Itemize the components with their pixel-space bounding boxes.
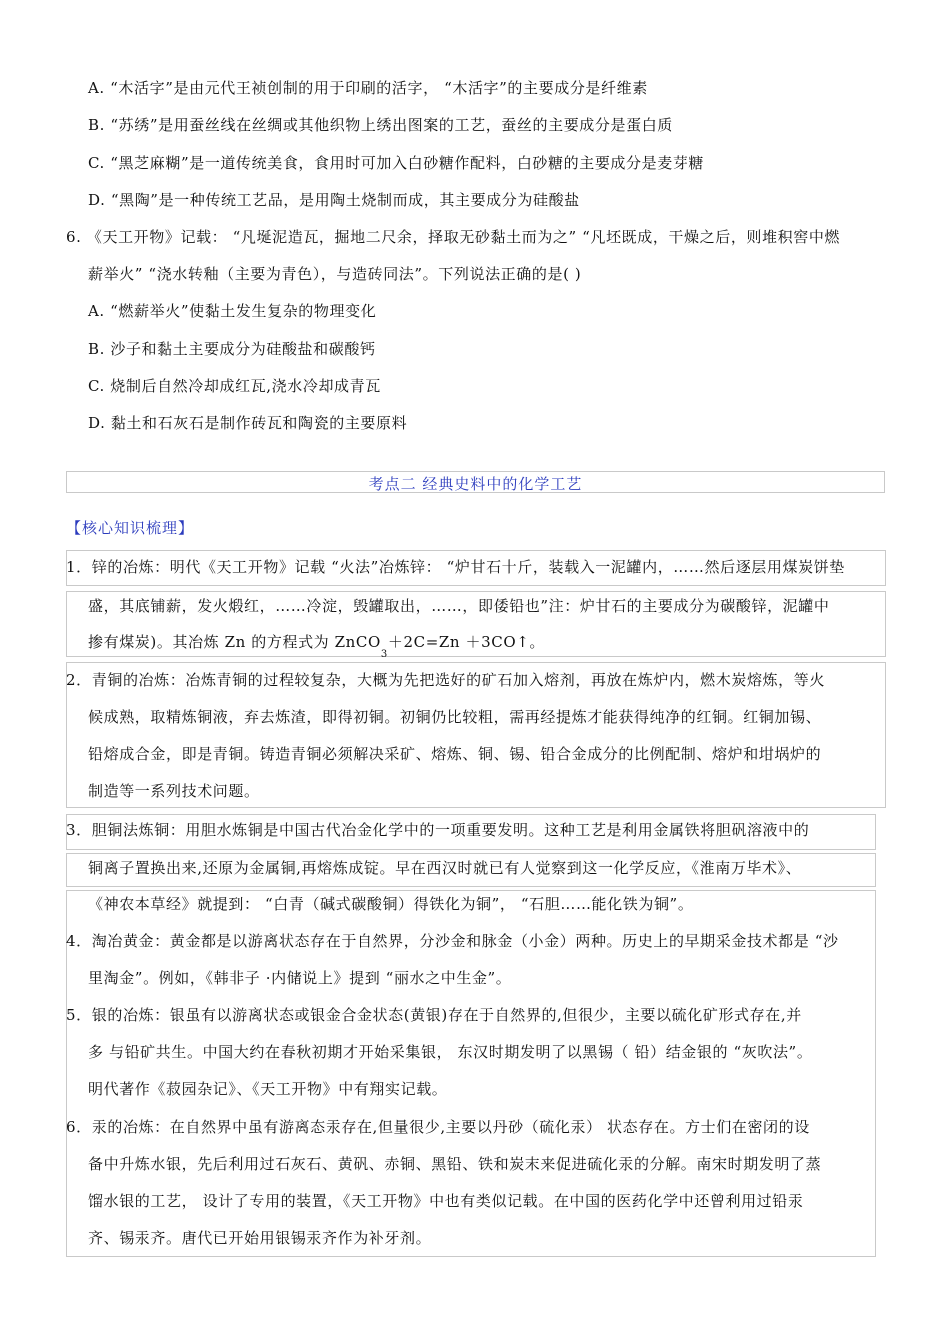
- item1-line3: [88, 632, 545, 659]
- item5-line1: 5．银的冶炼：银虽有以游离状态或银金合金状态(黄银)存在于自然界的,但很少，主要以硫化矿形式存在,并: [66, 1006, 802, 1024]
- q5-option-b: B. “苏绣”是用蚕丝线在丝绸或其他织物上绣出图案的工艺，蚕丝的主要成分是蛋白质: [88, 116, 673, 134]
- q5-option-c: C. “黑芝麻糊”是一道传统美食，食用时可加入白砂糖作配料，白砂糖的主要成分是麦芽糖: [88, 154, 705, 172]
- item2-line4: 制造等一系列技术问题。: [88, 782, 260, 800]
- item5-line2: 多 与铅矿共生。中国大约在春秋初期才开始采集银， 东汉时期发明了以黑锡（ 铅）结金银的 “灰吹法”。: [88, 1043, 813, 1061]
- item2-line2: 候成熟，取精炼铜液，弃去炼渣，即得初铜。初铜仍比较粗，需再经提炼才能获得纯净的红铜。红铜加锡、: [88, 708, 822, 726]
- item4-line1: 4．淘冶黄金：黄金都是以游离状态存在于自然界，分沙金和脉金（小金）两种。历史上的早期采金技术都是 “沙: [66, 932, 839, 950]
- item4-line2: 里淘金”。例如，《韩非子 ·内储说上》提到 “丽水之中生金”。: [88, 969, 512, 987]
- item2-line1: 2．青铜的冶炼：冶炼青铜的过程较复杂，大概为先把选好的矿石加入熔剂，再放在炼炉内，燃木炭熔炼，等火: [66, 671, 825, 689]
- item1-line2: 盛，其底铺薪，发火煅红，……冷淀，毁罐取出，……，即倭铅也”注：炉甘石的主要成分为碳酸锌，泥罐中: [88, 597, 830, 615]
- item2-line3: 铅熔成合金，即是青铜。铸造青铜必须解决采矿、熔炼、铜、锡、铅合金成分的比例配制、熔炉和坩埚炉的: [88, 745, 822, 763]
- item6-line3: 馏水银的工艺， 设计了专用的装置，《天工开物》中也有类似记载。在中国的医药化学中还曾利用过铅汞: [88, 1192, 804, 1210]
- section-title: 考点二 经典史料中的化学工艺: [368, 475, 583, 493]
- item6-line4: 齐、锡汞齐。唐代已开始用银锡汞齐作为补牙剂。: [88, 1229, 432, 1247]
- q6-option-a: A. “燃薪举火”使黏土发生复杂的物理变化: [88, 302, 377, 320]
- q6-option-c: C. 烧制后自然冷却成红瓦,浇水冷却成青瓦: [88, 377, 381, 395]
- item6-line2: 备中升炼水银，先后利用过石灰石、黄矾、赤铜、黑铅、铁和炭末来促进硫化汞的分解。南宋时期发明了蒸: [88, 1155, 822, 1173]
- item1-equation-part1: 掺有煤炭)。其冶炼 Zn 的方程式为 ZnCO: [88, 633, 381, 651]
- item1-equation-subscript: 3: [380, 649, 388, 660]
- q5-option-a: A. “木活字”是由元代王祯创制的用于印刷的活字， “木活字”的主要成分是纤维素: [88, 79, 648, 97]
- q6-option-d: D. 黏土和石灰石是制作砖瓦和陶瓷的主要原料: [88, 414, 408, 432]
- item6-line1: 6．汞的冶炼：在自然界中虽有游离态汞存在,但量很少,主要以丹砂（硫化汞） 状态存在。方士们在密闭的设: [66, 1118, 810, 1136]
- q6-option-b: B. 沙子和黏土主要成分为硅酸盐和碳酸钙: [88, 340, 376, 358]
- q6-stem-line1: 6. 《天工开物》记载： “凡埏泥造瓦，掘地二尺余，择取无砂黏土而为之” “凡坯既成，干燥之后，则堆积窖中燃: [66, 228, 841, 246]
- item3-line3: 《神农本草经》就提到： “白青（碱式碳酸铜）得铁化为铜”， “石胆……能化铁为铜”。: [88, 895, 694, 913]
- item1-equation-part2: ＋2C=Zn ＋3CO↑。: [387, 633, 546, 651]
- q6-stem-line2: 薪举火” “浇水转釉（主要为青色），与造砖同法”。下列说法正确的是( ): [88, 265, 582, 283]
- section-subtitle: 【核心知识梳理】: [66, 519, 195, 537]
- item3-line1: 3．胆铜法炼铜：用胆水炼铜是中国古代冶金化学中的一项重要发明。这种工艺是利用金属铁将胆矾溶液中的: [66, 821, 810, 839]
- item5-line3: 明代著作《菽园杂记》、《天工开物》中有翔实记载。: [88, 1080, 448, 1098]
- item3-line2: 铜离子置换出来,还原为金属铜,再熔炼成锭。早在西汉时就已有人觉察到这一化学反应，《淮南万毕术》、: [88, 859, 802, 877]
- q5-option-d: D. “黑陶”是一种传统工艺品，是用陶土烧制而成，其主要成分为硅酸盐: [88, 191, 580, 209]
- section-header-box: [66, 471, 885, 493]
- item1-line1: 1．锌的冶炼：明代《天工开物》记载 “火法”冶炼锌： “炉甘石十斤，装载入一泥罐内，……然后逐层用煤炭饼垫: [66, 558, 845, 576]
